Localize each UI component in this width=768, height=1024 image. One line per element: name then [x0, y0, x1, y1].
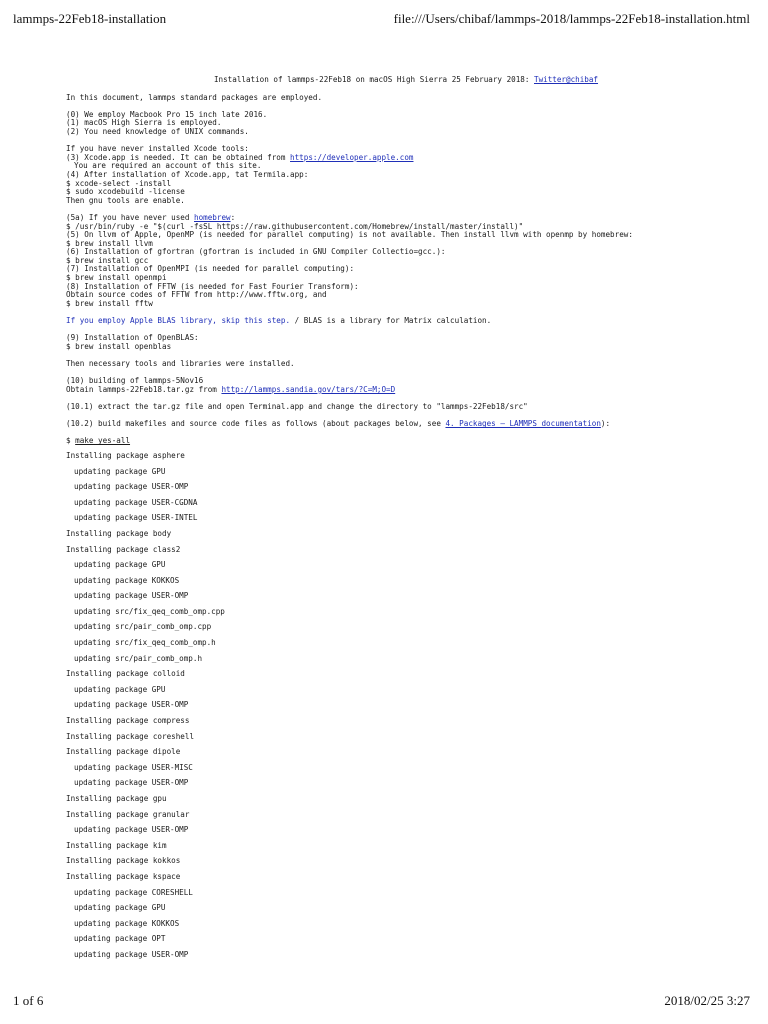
page-counter: 1 of 6 [13, 993, 44, 1008]
requirement-item: (1) macOS High Sierra is employed. [66, 118, 222, 128]
brew-line: (8) Installation of FFTW (is needed for Fast Fourier Transform): [66, 281, 359, 291]
output-update-line: updating package KOKKOS [74, 918, 180, 928]
output-update-line: updating package GPU [74, 560, 166, 570]
output-install-line: Installing package coreshell [66, 731, 195, 741]
brew-command: $ brew install llvm [66, 238, 153, 248]
xcode-line: If you have never installed Xcode tools: [66, 144, 249, 154]
apple-developer-link[interactable]: https://developer.apple.com [290, 152, 414, 162]
requirement-item: (2) You need knowledge of UNIX commands. [66, 126, 249, 136]
output-install-line: Installing package dipole [66, 747, 181, 757]
xcode-line: Then gnu tools are enable. [66, 195, 185, 205]
command-prompt: $ [66, 436, 76, 446]
homebrew-link[interactable]: homebrew [194, 212, 231, 222]
brew-command: $ /usr/bin/ruby -e "$(curl -fsSL https://raw.githubusercontent.com/Homebrew/install/master/install)" [66, 221, 524, 231]
build-section [66, 377, 746, 394]
build-line: (10) building of lammps-5Nov16 [66, 376, 204, 386]
output-update-line: updating package USER-MISC [74, 762, 193, 772]
brew-command: $ brew install gcc [66, 255, 149, 265]
make-command: make yes-all [75, 436, 131, 446]
make-output-list [66, 452, 746, 967]
output-update-line: updating package GPU [74, 684, 166, 694]
output-install-line: Installing package kokkos [66, 856, 181, 866]
output-install-line: Installing package kim [66, 840, 167, 850]
xcode-command: $ xcode-select -install [66, 178, 172, 188]
output-update-line: updating src/fix_qeq_comb_omp.cpp [74, 606, 225, 616]
xcode-line-text: (3) Xcode.app is needed. It can be obtained from [66, 152, 291, 162]
output-update-line: updating package USER-INTEL [74, 513, 198, 523]
brew-line: (5) On llvm of Apple, OpenMP (is needed for parallel computing) is not available. Then install llvm with openmp by homebrew: [66, 230, 633, 240]
output-install-line: Installing package gpu [66, 794, 167, 803]
homebrew-section [66, 214, 746, 309]
requirement-item: (0) We employ Macbook Pro 15 inch late 2016. [66, 109, 268, 119]
output-update-line: updating src/fix_qeq_comb_omp.h [74, 638, 216, 648]
output-install-line: Installing package colloid [66, 669, 185, 679]
makefiles-step [66, 420, 746, 429]
output-install-line: Installing package asphere [66, 450, 185, 460]
output-install-line: Installing package compress [66, 716, 190, 726]
document-body [66, 76, 746, 967]
output-update-line: updating package USER-OMP [74, 591, 189, 601]
openblas-command: $ brew install openblas [66, 341, 172, 351]
output-update-line: updating package GPU [74, 903, 166, 913]
print-header-url: file:///Users/chibaf/lammps-2018/lammps-22Feb18-installation.html [393, 11, 750, 26]
blas-description: / BLAS is a library for Matrix calculation. [290, 316, 492, 326]
brew-line: (7) Installation of OpenMPI (is needed for parallel computing): [66, 264, 355, 274]
document-title [66, 76, 746, 85]
output-install-line: Installing package kspace [66, 871, 181, 881]
output-update-line: updating package USER-OMP [74, 825, 189, 835]
openblas-line: (9) Installation of OpenBLAS: [66, 333, 199, 343]
openblas-section [66, 334, 746, 351]
print-header-title: lammps-22Feb18-installation [13, 11, 167, 26]
blas-note [66, 317, 746, 326]
build-line-text: Obtain lammps-22Feb18.tar.gz from [66, 384, 222, 394]
brew-command: $ brew install fftw [66, 298, 153, 308]
output-update-line: updating package USER-OMP [74, 778, 189, 788]
brew-line: Obtain source codes of FFTW from http://www.fftw.org, and [66, 290, 327, 300]
output-update-line: updating src/pair_comb_omp.h [74, 653, 203, 663]
makefiles-text: (10.2) build makefiles and source code files as follows (about packages below, see [66, 419, 446, 429]
output-update-line: updating package USER-OMP [74, 482, 189, 492]
output-install-line: Installing package body [66, 528, 172, 538]
brew-line-text: : [230, 212, 236, 222]
twitter-link[interactable]: Twitter@chibaf [534, 75, 599, 84]
output-update-line: updating package GPU [74, 466, 166, 476]
document-title-text: Installation of lammps-22Feb18 on macOS High Sierra 25 February 2018: [213, 75, 534, 84]
packages-doc-link[interactable]: 4. Packages — LAMMPS documentation [445, 419, 601, 429]
requirements-list [66, 111, 746, 137]
make-command-line [66, 437, 746, 446]
build-line [66, 386, 746, 395]
xcode-line: You are required an account of this site. [74, 161, 262, 171]
output-install-line: Installing package granular [66, 809, 190, 819]
lammps-tars-link[interactable]: http://lammps.sandia.gov/tars/?C=M;O=D [221, 384, 396, 394]
xcode-command: $ sudo xcodebuild -license [66, 187, 185, 197]
brew-command: $ brew install openmpi [66, 273, 167, 283]
output-update-line: updating package USER-OMP [74, 700, 189, 710]
output-update-line: updating package CORESHELL [74, 887, 193, 897]
output-update-line: updating package USER-CGDNA [74, 497, 198, 507]
output-update-line: updating package OPT [74, 934, 166, 944]
xcode-section [66, 145, 746, 205]
output-update-line: updating package USER-OMP [74, 949, 189, 959]
xcode-line: (4) After installation of Xcode.app, tat Termila.app: [66, 169, 309, 179]
intro-text: In this document, lammps standard packages are employed. [66, 92, 323, 102]
print-timestamp: 2018/02/25 3:27 [664, 993, 750, 1008]
output-install-line: Installing package class2 [66, 544, 181, 554]
brew-line: (6) Installation of gfortran (gfortran is included in GNU Compiler Collectio=gcc.): [66, 247, 446, 257]
tools-done-text: Then necessary tools and libraries were installed. [66, 359, 295, 368]
extract-step: (10.1) extract the tar.gz file and open Terminal.app and change the directory to "lammps-22Feb18/src" [66, 401, 528, 411]
output-update-line: updating src/pair_comb_omp.cpp [74, 622, 212, 632]
makefiles-text: ): [600, 419, 611, 429]
brew-line-text: (5a) If you have never used [66, 212, 195, 222]
output-update-line: updating package KOKKOS [74, 575, 180, 585]
blas-skip-note: If you employ Apple BLAS library, skip this step. [66, 316, 291, 326]
